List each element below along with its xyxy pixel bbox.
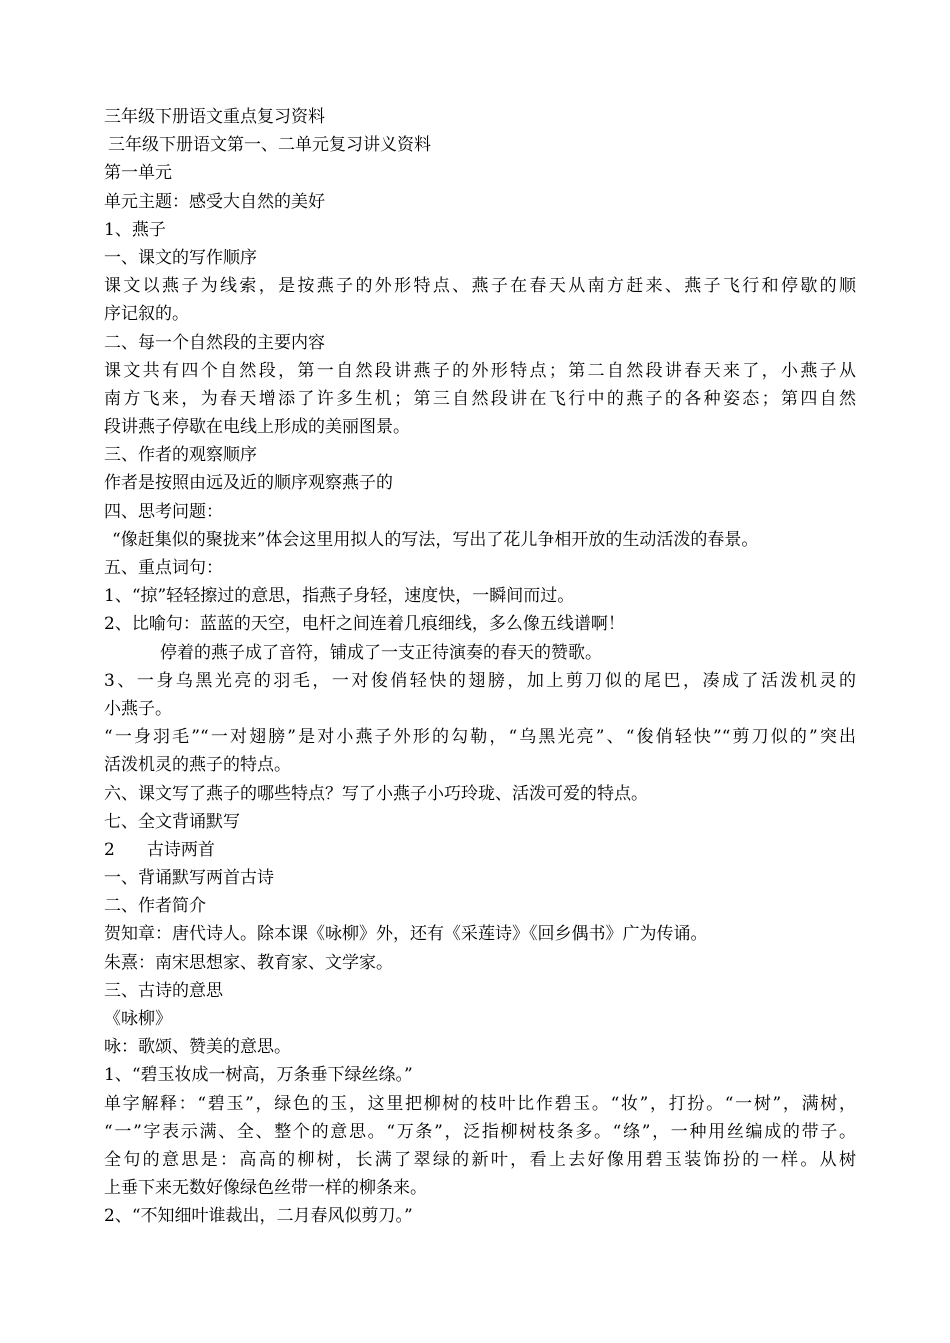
paragraph-line: 2、“不知细叶谁裁出，二月春风似剪刀。” [104, 1206, 413, 1227]
section-heading: 一、课文的写作顺序 [104, 247, 257, 268]
section-heading: 五、重点词句： [104, 558, 223, 578]
doc-title: 三年级下册语文重点复习资料 [104, 107, 325, 127]
paragraph-line: 1、“掠”轻轻擦过的意思，指燕子身轻，速度快，一瞬间而过。 [104, 586, 575, 607]
section-heading: 三、作者的观察顺序 [104, 445, 257, 466]
paragraph-line: “一身羽毛”“一对翅膀”是对小燕子外形的勾勒，“乌黑光亮”、“俊俏轻快”“剪刀似的”突出 [104, 727, 856, 748]
paragraph-line: 活泼机灵的燕子的特点。 [104, 755, 291, 776]
paragraph-line: 南方飞来，为春天增添了许多生机；第三自然段讲在飞行中的燕子的各种姿态；第四自然 [104, 388, 856, 409]
paragraph-line: 咏：歌颂、赞美的意思。 [104, 1037, 291, 1058]
paragraph-line: “一”字表示满、全、整个的意思。“万条”，泛指柳树枝条多。“绦”，一种用丝编成的带子。 [104, 1121, 856, 1142]
paragraph-line: 2、比喻句：蓝蓝的天空，电杆之间连着几痕细线，多么像五线谱啊！ [104, 614, 625, 635]
paragraph-line: 序记叙的。 [104, 304, 189, 325]
paragraph-line: 全句的意思是：高高的柳树，长满了翠绿的新叶，看上去好像用碧玉装饰扮的一样。从树 [104, 1149, 856, 1170]
section-heading: 三、古诗的意思 [104, 980, 223, 1001]
paragraph-line: 段讲燕子停歇在电线上形成的美丽图景。 [104, 417, 410, 438]
unit-heading: 第一单元 [104, 163, 172, 184]
paragraph-line: 停着的燕子成了音符，铺成了一支正待演奏的春天的赞歌。 [160, 642, 602, 663]
paragraph-line: 课文共有四个自然段，第一自然段讲燕子的外形特点；第二自然段讲春天来了，小燕子从 [104, 360, 856, 381]
paragraph-line: 3、一身乌黑光亮的羽毛，一对俊俏轻快的翅膀，加上剪刀似的尾巴，凑成了活泼机灵的 [104, 670, 856, 691]
paragraph-line: 朱熹：南宋思想家、教育家、文学家。 [104, 952, 393, 973]
doc-subtitle: 三年级下册语文第一、二单元复习讲义资料 [108, 135, 431, 156]
lesson-2-number: 2 [104, 839, 115, 860]
section-heading: 二、作者简介 [104, 896, 206, 917]
lesson-2-title [104, 836, 856, 864]
paragraph-line: 贺知章：唐代诗人。除本课《咏柳》外，还有《采莲诗》《回乡偶书》广为传诵。 [104, 924, 708, 945]
paragraph-line: 作者是按照由远及近的顺序观察燕子的 [104, 473, 393, 494]
paragraph-line: 单字解释：“碧玉”，绿色的玉，这里把柳树的枝叶比作碧玉。“妆”，打扮。“一树”，满树， [104, 1093, 856, 1114]
paragraph-line: 课文以燕子为线索，是按燕子的外形特点、燕子在春天从南方赶来、燕子飞行和停歇的顺 [104, 276, 856, 297]
unit-theme: 单元主题：感受大自然的美好 [104, 191, 325, 212]
paragraph-line: “像赶集似的聚拢来”体会这里用拟人的写法，写出了花儿争相开放的生动活泼的春景。 [112, 529, 759, 550]
section-heading: 七、全文背诵默写 [104, 811, 240, 832]
poem-title: 《咏柳》 [104, 1009, 172, 1029]
document-body [104, 103, 856, 1231]
section-heading: 二、每一个自然段的主要内容 [104, 332, 325, 353]
lesson-2-name: 古诗两首 [146, 839, 215, 860]
paragraph-line: 上垂下来无数好像绿色丝带一样的柳条来。 [104, 1178, 427, 1199]
paragraph-line: 1、“碧玉妆成一树高，万条垂下绿丝绦。” [104, 1065, 413, 1086]
paragraph-line: 六、课文写了燕子的哪些特点？写了小燕子小巧玲珑、活泼可爱的特点。 [104, 783, 648, 804]
paragraph-line: 小燕子。 [104, 698, 172, 719]
section-heading: 四、思考问题： [104, 501, 223, 522]
lesson-1-title: 1、燕子 [104, 219, 166, 240]
section-heading: 一、背诵默写两首古诗 [104, 868, 274, 889]
